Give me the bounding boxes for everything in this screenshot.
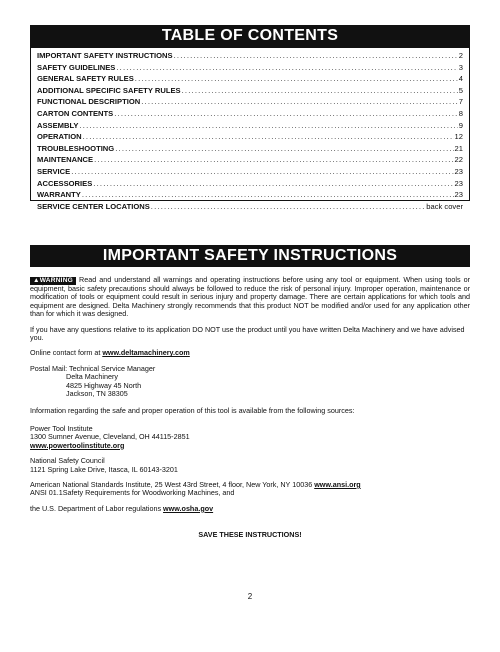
toc-leader [116, 62, 457, 74]
toc-item [37, 143, 463, 155]
toc-item-page: 12 [454, 132, 463, 142]
toc-item-page: 7 [458, 97, 463, 107]
toc-item-title: IMPORTANT SAFETY INSTRUCTIONS [37, 51, 173, 60]
nsc-address: 1121 Spring Lake Drive, Itasca, IL 60143-3201 [30, 464, 178, 474]
page-number: 2 [247, 592, 253, 601]
toc-item-page: back cover [426, 201, 463, 211]
toc-item [37, 50, 463, 62]
toc-leader [83, 131, 454, 143]
toc-item-page: 8 [458, 108, 463, 118]
toc-item [37, 131, 463, 143]
toc-item [37, 120, 463, 132]
toc-leader [82, 189, 454, 201]
toc-item [37, 85, 463, 97]
ansi-line2: ANSI 01.1Safety Requirements for Woodworking Machines, and [30, 488, 235, 498]
toc-item-title: SERVICE [37, 166, 71, 176]
toc-item [37, 62, 463, 74]
toc-item [37, 154, 463, 166]
toc-item [37, 178, 463, 190]
toc-item-title: SERVICE CENTER LOCATIONS [37, 201, 150, 211]
postal-line: Postal Mail: Technical Service Manager [30, 363, 156, 373]
pti-name: Power Tool Institute [30, 423, 93, 433]
toc-leader [151, 201, 425, 213]
toc-item-title: TROUBLESHOOTING [37, 143, 115, 153]
toc-item-title: WARRANTY [37, 190, 81, 200]
toc-leader [115, 143, 453, 155]
postal-line: Jackson, TN 38305 [66, 389, 128, 399]
nsc-name: National Safety Council [30, 456, 105, 466]
pti-link[interactable]: www.powertoolinstitute.org [30, 440, 125, 450]
toc-item-page: 23 [454, 166, 463, 176]
toc-item-page: 21 [454, 143, 463, 153]
toc-item [37, 108, 463, 120]
toc-item [37, 189, 463, 201]
toc-item-title: MAINTENANCE [37, 155, 94, 165]
toc-item [37, 166, 463, 178]
toc-item-title: ADDITIONAL SPECIFIC SAFETY RULES [37, 85, 181, 95]
postal-line: Delta Machinery [66, 372, 118, 382]
toc-item-title: SAFETY GUIDELINES [37, 62, 116, 72]
ansi-text: American National Standards Institute, 25 West 43rd Street, 4 floor, New York, NY 10036 [30, 479, 313, 489]
warning-badge: ▲WARNING [30, 277, 76, 285]
postal-address [30, 365, 470, 399]
nsc-block [30, 457, 470, 474]
safety-content [30, 276, 470, 540]
toc-leader [141, 96, 458, 108]
toc-item-title: GENERAL SAFETY RULES [37, 74, 134, 84]
toc-leader [182, 85, 458, 97]
ansi-link[interactable]: www.ansi.org [314, 479, 361, 489]
toc-item-page: 5 [458, 85, 463, 95]
toc-item [37, 96, 463, 108]
online-prefix: Online contact form at [30, 348, 101, 358]
toc-leader [135, 73, 458, 85]
delta-link[interactable]: www.deltamachinery.com [102, 348, 190, 358]
pti-block [30, 425, 470, 450]
toc-item-title: CARTON CONTENTS [37, 108, 114, 118]
toc-leader [174, 50, 458, 62]
osha-line [30, 505, 470, 513]
ansi-block [30, 481, 470, 498]
warning-label: WARNING [39, 277, 74, 284]
osha-link[interactable]: www.osha.gov [163, 503, 214, 513]
questions-text: If you have any questions relative to its application DO NOT use the product until you have written Delta Machinery and we have advised you. [30, 324, 465, 343]
save-instructions: SAVE THESE INSTRUCTIONS! [198, 530, 302, 540]
toc-leader [71, 166, 453, 178]
toc-title: TABLE OF CONTENTS [30, 25, 470, 47]
toc-item [37, 201, 463, 213]
toc-item-page: 22 [454, 155, 463, 165]
online-contact [30, 349, 470, 357]
toc-item-page: 23 [454, 178, 463, 188]
warning-text: Read and understand all warnings and operating instructions before using any tool or equipment. When using tools or equipment, basic safety precautions should always be followed to reduce the risk of personal injury. Improper operation, maintenance or modification of tools or equipment could result in serious injury and property damage. There are certain applications for which tools and equipment are designed. Delta Machinery strongly recommends that this product NOT be modified and/or used for any application other than for which it was designed. [30, 275, 470, 319]
toc-item-page: 23 [454, 190, 463, 200]
warning-paragraph [30, 276, 470, 319]
toc-item-page: 9 [458, 120, 463, 130]
toc-item-page: 4 [458, 74, 463, 84]
toc-item-title: ACCESSORIES [37, 178, 93, 188]
postal-line: 4825 Highway 45 North [66, 380, 142, 390]
toc-item-title: OPERATION [37, 132, 82, 142]
toc-item-title: ASSEMBLY [37, 120, 79, 130]
toc-leader [93, 178, 453, 190]
safety-title: IMPORTANT SAFETY INSTRUCTIONS [30, 245, 470, 267]
osha-prefix: the U.S. Department of Labor regulations [30, 503, 162, 513]
toc-leader [94, 154, 453, 166]
toc-leader [114, 108, 458, 120]
toc-item-page: 2 [458, 51, 463, 60]
pti-address: 1300 Sumner Avenue, Cleveland, OH 44115-2851 [30, 432, 190, 442]
toc-item-page: 3 [458, 62, 463, 72]
toc-list [30, 47, 470, 211]
info-text: Information regarding the safe and proper operation of this tool is available from the following sources: [30, 406, 355, 416]
toc-leader [80, 120, 458, 132]
toc-item-title: FUNCTIONAL DESCRIPTION [37, 97, 141, 107]
toc-item [37, 73, 463, 85]
